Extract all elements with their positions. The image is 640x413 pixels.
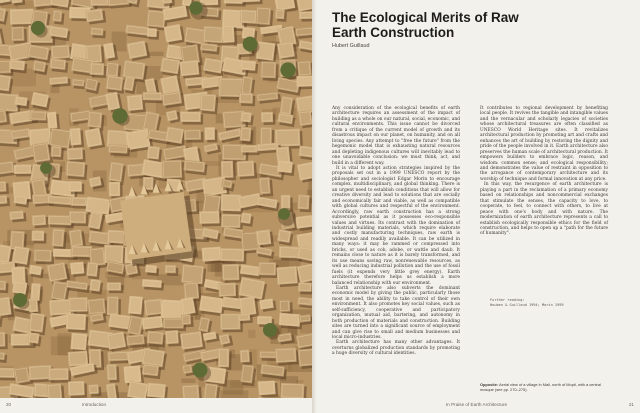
left-page-number: 20 <box>6 402 12 407</box>
author-name: Hubert Guillaud <box>332 43 370 49</box>
paragraph: Earth architecture has many other advantages. It overturns globalized production standards by promoting a huge diversity of cultural identities. <box>332 340 460 357</box>
further-reading <box>490 298 564 308</box>
chapter-title: The Ecological Merits of Raw Earth Construction <box>332 10 519 40</box>
aerial-village-illustration <box>0 0 312 398</box>
right-section-label: In Praise of Earth Architecture <box>446 402 508 407</box>
left-section-label: Introduction <box>82 402 107 407</box>
text-column-1 <box>332 106 460 357</box>
right-page-footer <box>320 398 640 413</box>
paragraph: It is vital to adopt action strategies inspired by the proposals set out in a 1999 UNESCO report by the philosopher and sociologist Edgar Morin to encourage complex, multidisciplinary, and global thinking. There is an urgent need to establish conditions that will allow for creative diversity and lead to solutions that are socially and economically fair and viable, as well as compatible with global cultures and respectful of the environment. Accordingly, raw earth construction has a strong subversive potential as it possesses eco-responsible values and virtues. Its contrast with the domination of industrial building materials, which require elaborate and costly manufacturing techniques, raw earth is widespread and readily available. It can be utilized in many ways: it may be rammed or compressed into bricks, or used as cob, adobe, or wattle and daub. It remains close to nature as it is barely transformed, and its use means saving raw, nonrenewable resources, as well as reducing industrial pollution and the use of fossil fuels (it expends very little grey energy). Earth architecture therefore helps us establish a more balanced relationship with our environment. <box>332 165 460 286</box>
paragraph: Earth architecture also subverts the dominant economic model by giving the public, particularly those most in need, the ability to take control of their own environment. It also promotes key social values, such as self-sufficiency, cooperative and participatory organization, mutual aid, bartering, and autonomy in both production of materials and construction. Building sites are turned into a significant source of employment and can give rise to small and medium businesses and local micro-industries. <box>332 285 460 341</box>
page-gutter <box>312 0 320 413</box>
right-page-number: 21 <box>628 402 634 407</box>
left-page-footer <box>0 398 312 413</box>
caption-text: Aerial view of a village in Mali, north of Mopti, with a central mosque (see pp. 270–275). <box>480 382 601 392</box>
text-column-2 <box>480 106 608 237</box>
aerial-village-photo <box>0 0 312 398</box>
paragraph: Any consideration of the ecological benefits of earth architecture requires an assessment of the impact of building as a whole on our natural, social, economic, and cultural environments. This issue cannot be divorced from a critique of the current model of growth and its disastrous impact on our planet, on humanity, and on all living species. Any attempt to "free the future" from the hegemonic model that is exhausting natural resources and depleting indigenous cultures will inevitably lead to one unavoidable conclusion: we must think, act, and build in a different way. <box>332 106 460 166</box>
paragraph: It contributes to regional development by benefiting local people. It revives the tangible and intangible values and the vernacular and scholarly legacies of societies whose architectural treasures are often classified as UNESCO World Heritage sites. It revitalizes architectural production by promoting art and crafts and enhances the art of building by restoring the dignity and pride of the people involved in it. Earth architecture also preserves the human scale of architectural production. It empowers builders to embrace logic, reason, and wisdom: common sense; and ecological responsibility; and demonstrates the value of restraint in opposition to the arrogance of contemporary architecture and its worship of technique and formal innovation at any price. <box>480 106 608 182</box>
further-reading-reference: Houben & Guillaud 1994; Morin 1999 <box>490 302 564 307</box>
paragraph: In this way, the resurgence of earth architecture is playing a part in the reclamation of a primary economy based on relationships and noncommercial exchanges that stimulate the senses, the capacity to love, to cooperate, to feel, to connect with others, to live at peace with one's body and with nature. The modernization of earth architecture represents a call to establish ecologically responsible ethics for the field of construction, and helps to open up a "path for the future of humanity". <box>480 182 608 237</box>
further-reading-heading: Further reading: <box>490 298 525 302</box>
photo-caption <box>480 383 604 393</box>
caption-label: Opposite: <box>480 382 499 387</box>
